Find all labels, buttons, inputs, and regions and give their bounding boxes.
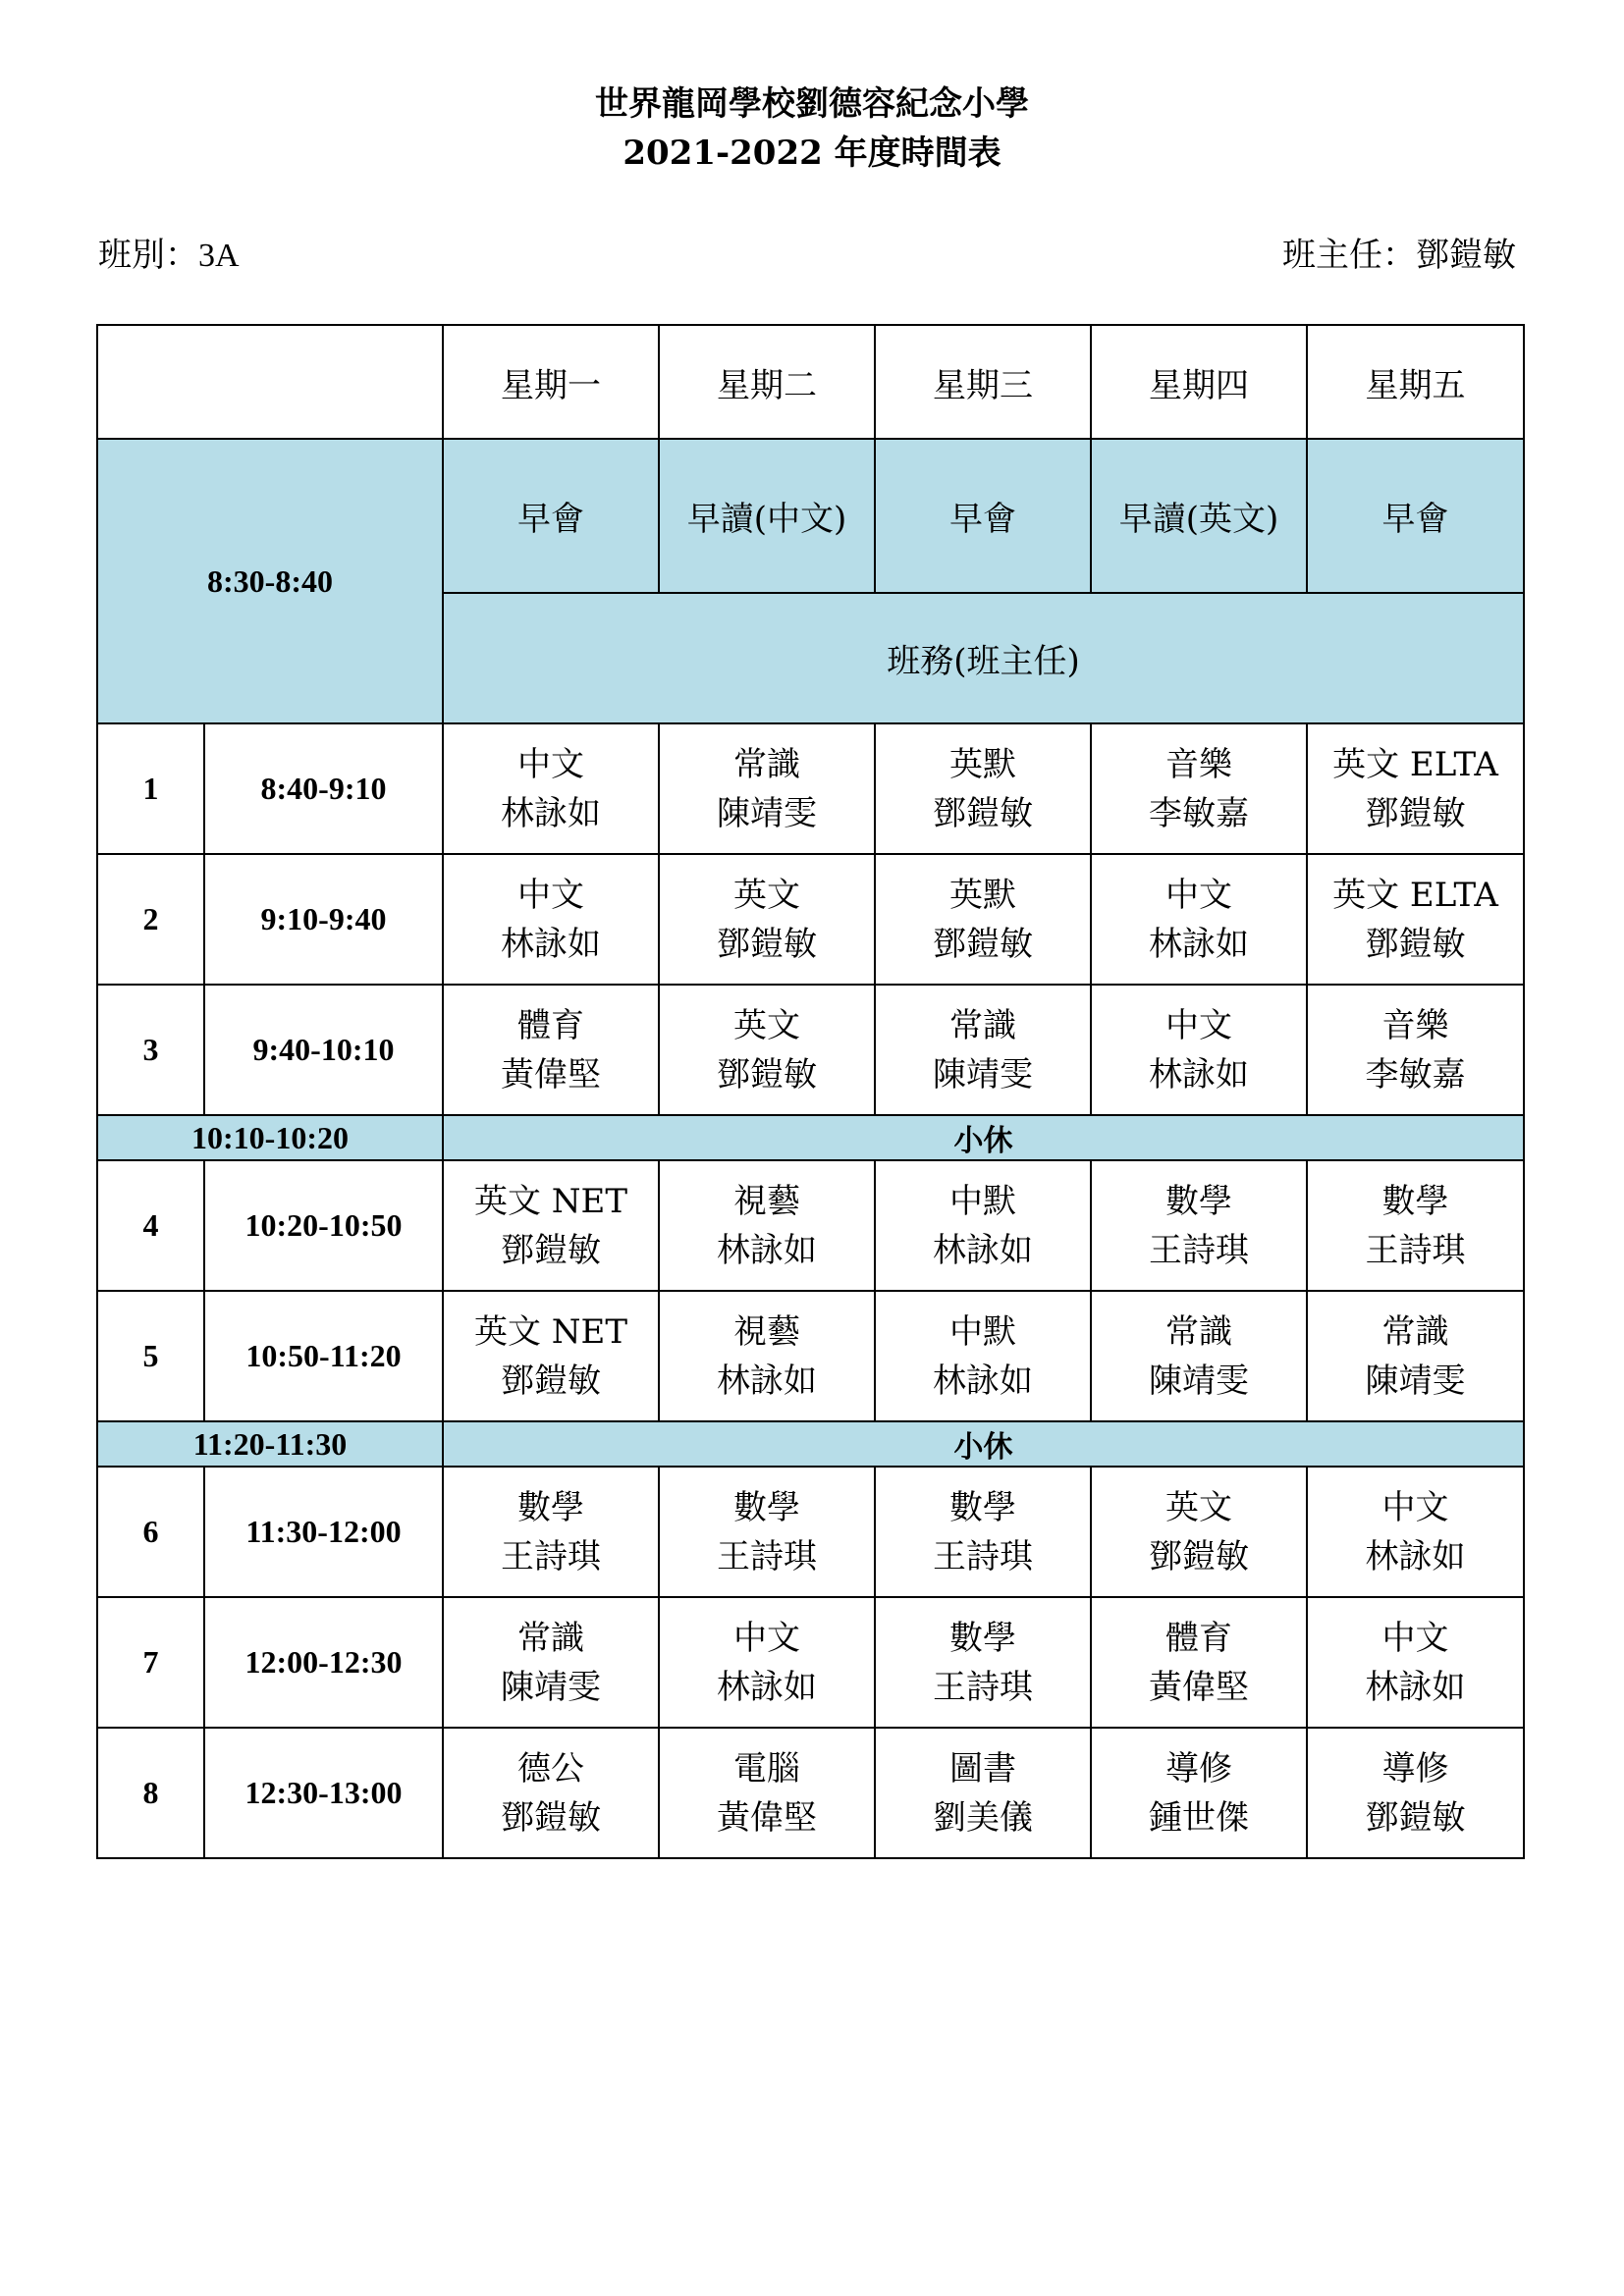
period-time: 11:30-12:00 <box>204 1467 443 1597</box>
class-teacher-value: 鄧鎧敏 <box>1416 236 1516 275</box>
day-header: 星期四 <box>1091 325 1307 439</box>
lesson-cell <box>659 985 875 1115</box>
lesson-cell <box>659 1160 875 1291</box>
teacher: 林詠如 <box>501 924 601 964</box>
break-label: 小休 <box>443 1421 1524 1467</box>
lesson-cell <box>1307 1597 1524 1728</box>
subject: 音樂 <box>1165 744 1232 784</box>
period-time: 12:00-12:30 <box>204 1597 443 1728</box>
lesson-cell <box>1091 723 1307 854</box>
subject: 中文 <box>1381 1618 1449 1658</box>
teacher: 王詩琪 <box>933 1667 1033 1707</box>
class-teacher-info <box>1282 234 1516 277</box>
class-value: 3A <box>198 238 240 274</box>
lesson-cell <box>659 723 875 854</box>
teacher: 鄧鎧敏 <box>501 1230 601 1270</box>
assembly-activity: 早會 <box>443 439 659 593</box>
subject: 常識 <box>1165 1311 1232 1352</box>
subject: 音樂 <box>1381 1005 1449 1045</box>
teacher: 李敏嘉 <box>1149 793 1249 833</box>
lesson-cell <box>1091 1728 1307 1858</box>
teacher: 林詠如 <box>933 1361 1033 1401</box>
subject: 圖書 <box>949 1748 1016 1789</box>
assembly-activity: 早讀(中文) <box>659 439 875 593</box>
period-time: 10:50-11:20 <box>204 1291 443 1421</box>
class-label: 班別： <box>98 236 198 275</box>
period-row <box>97 1291 1524 1421</box>
lesson-cell <box>659 1597 875 1728</box>
period-row <box>97 1597 1524 1728</box>
subject: 中文 <box>517 744 584 784</box>
lesson-cell <box>1091 1467 1307 1597</box>
lesson-cell <box>1307 985 1524 1115</box>
period-row <box>97 985 1524 1115</box>
subject: 數學 <box>949 1487 1016 1527</box>
teacher: 王詩琪 <box>933 1536 1033 1576</box>
break-time: 11:20-11:30 <box>97 1421 443 1467</box>
lesson-cell <box>1307 854 1524 985</box>
day-header: 星期五 <box>1307 325 1524 439</box>
subject: 英文 <box>733 1005 800 1045</box>
teacher: 林詠如 <box>1149 1054 1249 1095</box>
teacher: 林詠如 <box>717 1667 817 1707</box>
subject: 視藝 <box>733 1311 800 1352</box>
lesson-cell <box>443 1467 659 1597</box>
lesson-cell <box>875 985 1091 1115</box>
lesson-cell <box>1307 723 1524 854</box>
lesson-cell <box>659 1467 875 1597</box>
period-number: 7 <box>97 1597 204 1728</box>
lesson-cell <box>875 1160 1091 1291</box>
lesson-cell <box>659 1291 875 1421</box>
subject: 數學 <box>733 1487 800 1527</box>
teacher: 陳靖雯 <box>717 793 817 833</box>
assembly-row <box>97 439 1524 593</box>
teacher: 林詠如 <box>1365 1536 1466 1576</box>
subject: 常識 <box>733 744 800 784</box>
subject: 英文 NET <box>473 1311 628 1352</box>
period-number: 3 <box>97 985 204 1115</box>
teacher: 林詠如 <box>933 1230 1033 1270</box>
teacher: 鄧鎧敏 <box>1149 1536 1249 1576</box>
subject: 英文 <box>733 875 800 915</box>
subject: 數學 <box>517 1487 584 1527</box>
subject: 常識 <box>517 1618 584 1658</box>
lesson-cell <box>443 1291 659 1421</box>
day-header: 星期一 <box>443 325 659 439</box>
assembly-activity: 早會 <box>875 439 1091 593</box>
subject: 數學 <box>1381 1181 1449 1221</box>
lesson-cell <box>1091 854 1307 985</box>
teacher: 王詩琪 <box>717 1536 817 1576</box>
subject: 英默 <box>949 744 1016 784</box>
subject: 視藝 <box>733 1181 800 1221</box>
subject: 德公 <box>517 1748 584 1789</box>
teacher: 林詠如 <box>717 1361 817 1401</box>
lesson-cell <box>1091 1160 1307 1291</box>
subject: 常識 <box>1381 1311 1449 1352</box>
lesson-cell <box>443 1597 659 1728</box>
lesson-cell <box>1307 1291 1524 1421</box>
teacher: 陳靖雯 <box>933 1054 1033 1095</box>
lesson-cell <box>875 1597 1091 1728</box>
teacher: 王詩琪 <box>501 1536 601 1576</box>
teacher: 鄧鎧敏 <box>1365 793 1466 833</box>
lesson-cell <box>875 1467 1091 1597</box>
period-number: 1 <box>97 723 204 854</box>
subject: 中文 <box>517 875 584 915</box>
corner-cell <box>97 325 443 439</box>
teacher: 李敏嘉 <box>1365 1054 1466 1095</box>
teacher: 陳靖雯 <box>1149 1361 1249 1401</box>
assembly-activity: 早會 <box>1307 439 1524 593</box>
lesson-cell <box>659 1728 875 1858</box>
lesson-cell <box>1307 1728 1524 1858</box>
subject: 中默 <box>949 1181 1016 1221</box>
lesson-cell <box>443 1728 659 1858</box>
assembly-time: 8:30-8:40 <box>97 439 443 723</box>
lesson-cell <box>443 723 659 854</box>
subject: 體育 <box>1165 1618 1232 1658</box>
teacher: 鄧鎧敏 <box>501 1361 601 1401</box>
day-header-row <box>97 325 1524 439</box>
period-number: 2 <box>97 854 204 985</box>
day-header: 星期三 <box>875 325 1091 439</box>
teacher: 鍾世傑 <box>1149 1797 1249 1838</box>
subject: 中文 <box>1381 1487 1449 1527</box>
teacher: 鄧鎧敏 <box>501 1797 601 1838</box>
subject: 英文 <box>1165 1487 1232 1527</box>
period-row <box>97 1728 1524 1858</box>
teacher: 黃偉堅 <box>717 1797 817 1838</box>
lesson-cell <box>875 1291 1091 1421</box>
subject: 電腦 <box>733 1748 800 1789</box>
teacher: 王詩琪 <box>1365 1230 1466 1270</box>
break-time: 10:10-10:20 <box>97 1115 443 1160</box>
teacher: 鄧鎧敏 <box>1365 924 1466 964</box>
subject: 數學 <box>949 1618 1016 1658</box>
break-label: 小休 <box>443 1115 1524 1160</box>
lesson-cell <box>443 1160 659 1291</box>
lesson-cell <box>875 723 1091 854</box>
teacher: 黃偉堅 <box>1149 1667 1249 1707</box>
lesson-cell <box>1091 1291 1307 1421</box>
subject: 英文 NET <box>473 1181 628 1221</box>
teacher: 林詠如 <box>717 1230 817 1270</box>
break-row <box>97 1421 1524 1467</box>
lesson-cell <box>1307 1467 1524 1597</box>
subject: 常識 <box>949 1005 1016 1045</box>
period-time: 12:30-13:00 <box>204 1728 443 1858</box>
period-number: 8 <box>97 1728 204 1858</box>
teacher: 林詠如 <box>1149 924 1249 964</box>
lesson-cell <box>1307 1160 1524 1291</box>
school-name: 世界龍岡學校劉德容紀念小學 <box>595 84 1029 124</box>
period-row <box>97 854 1524 985</box>
period-row <box>97 1160 1524 1291</box>
timetable-title: 2021-2022 年度時間表 <box>623 133 1001 173</box>
subject: 導修 <box>1381 1748 1449 1789</box>
break-row <box>97 1115 1524 1160</box>
class-info <box>98 234 240 278</box>
teacher: 林詠如 <box>1365 1667 1466 1707</box>
subject: 英默 <box>949 875 1016 915</box>
class-duty: 班務(班主任) <box>443 593 1524 723</box>
subject: 中文 <box>1165 1005 1232 1045</box>
lesson-cell <box>443 985 659 1115</box>
timetable <box>96 324 1525 1859</box>
period-time: 9:10-9:40 <box>204 854 443 985</box>
teacher: 王詩琪 <box>1149 1230 1249 1270</box>
teacher: 劉美儀 <box>933 1797 1033 1838</box>
period-number: 6 <box>97 1467 204 1597</box>
lesson-cell <box>1091 985 1307 1115</box>
period-time: 8:40-9:10 <box>204 723 443 854</box>
lesson-cell <box>875 854 1091 985</box>
teacher: 鄧鎧敏 <box>933 924 1033 964</box>
period-row <box>97 723 1524 854</box>
lesson-cell <box>875 1728 1091 1858</box>
teacher: 黃偉堅 <box>501 1054 601 1095</box>
teacher: 陳靖雯 <box>501 1667 601 1707</box>
assembly-activity: 早讀(英文) <box>1091 439 1307 593</box>
period-row <box>97 1467 1524 1597</box>
lesson-cell <box>1091 1597 1307 1728</box>
lesson-cell <box>659 854 875 985</box>
subject: 英文 ELTA <box>1332 744 1498 784</box>
period-time: 10:20-10:50 <box>204 1160 443 1291</box>
class-teacher-label: 班主任： <box>1282 236 1416 275</box>
teacher: 鄧鎧敏 <box>717 1054 817 1095</box>
day-header: 星期二 <box>659 325 875 439</box>
lesson-cell <box>443 854 659 985</box>
teacher: 鄧鎧敏 <box>1365 1797 1466 1838</box>
subject: 體育 <box>517 1005 584 1045</box>
period-time: 9:40-10:10 <box>204 985 443 1115</box>
period-number: 5 <box>97 1291 204 1421</box>
subject: 數學 <box>1165 1181 1232 1221</box>
teacher: 鄧鎧敏 <box>717 924 817 964</box>
subject: 英文 ELTA <box>1332 875 1498 915</box>
teacher: 陳靖雯 <box>1365 1361 1466 1401</box>
teacher: 林詠如 <box>501 793 601 833</box>
teacher: 鄧鎧敏 <box>933 793 1033 833</box>
period-number: 4 <box>97 1160 204 1291</box>
subject: 中默 <box>949 1311 1016 1352</box>
subject: 中文 <box>1165 875 1232 915</box>
subject: 中文 <box>733 1618 800 1658</box>
subject: 導修 <box>1165 1748 1232 1789</box>
